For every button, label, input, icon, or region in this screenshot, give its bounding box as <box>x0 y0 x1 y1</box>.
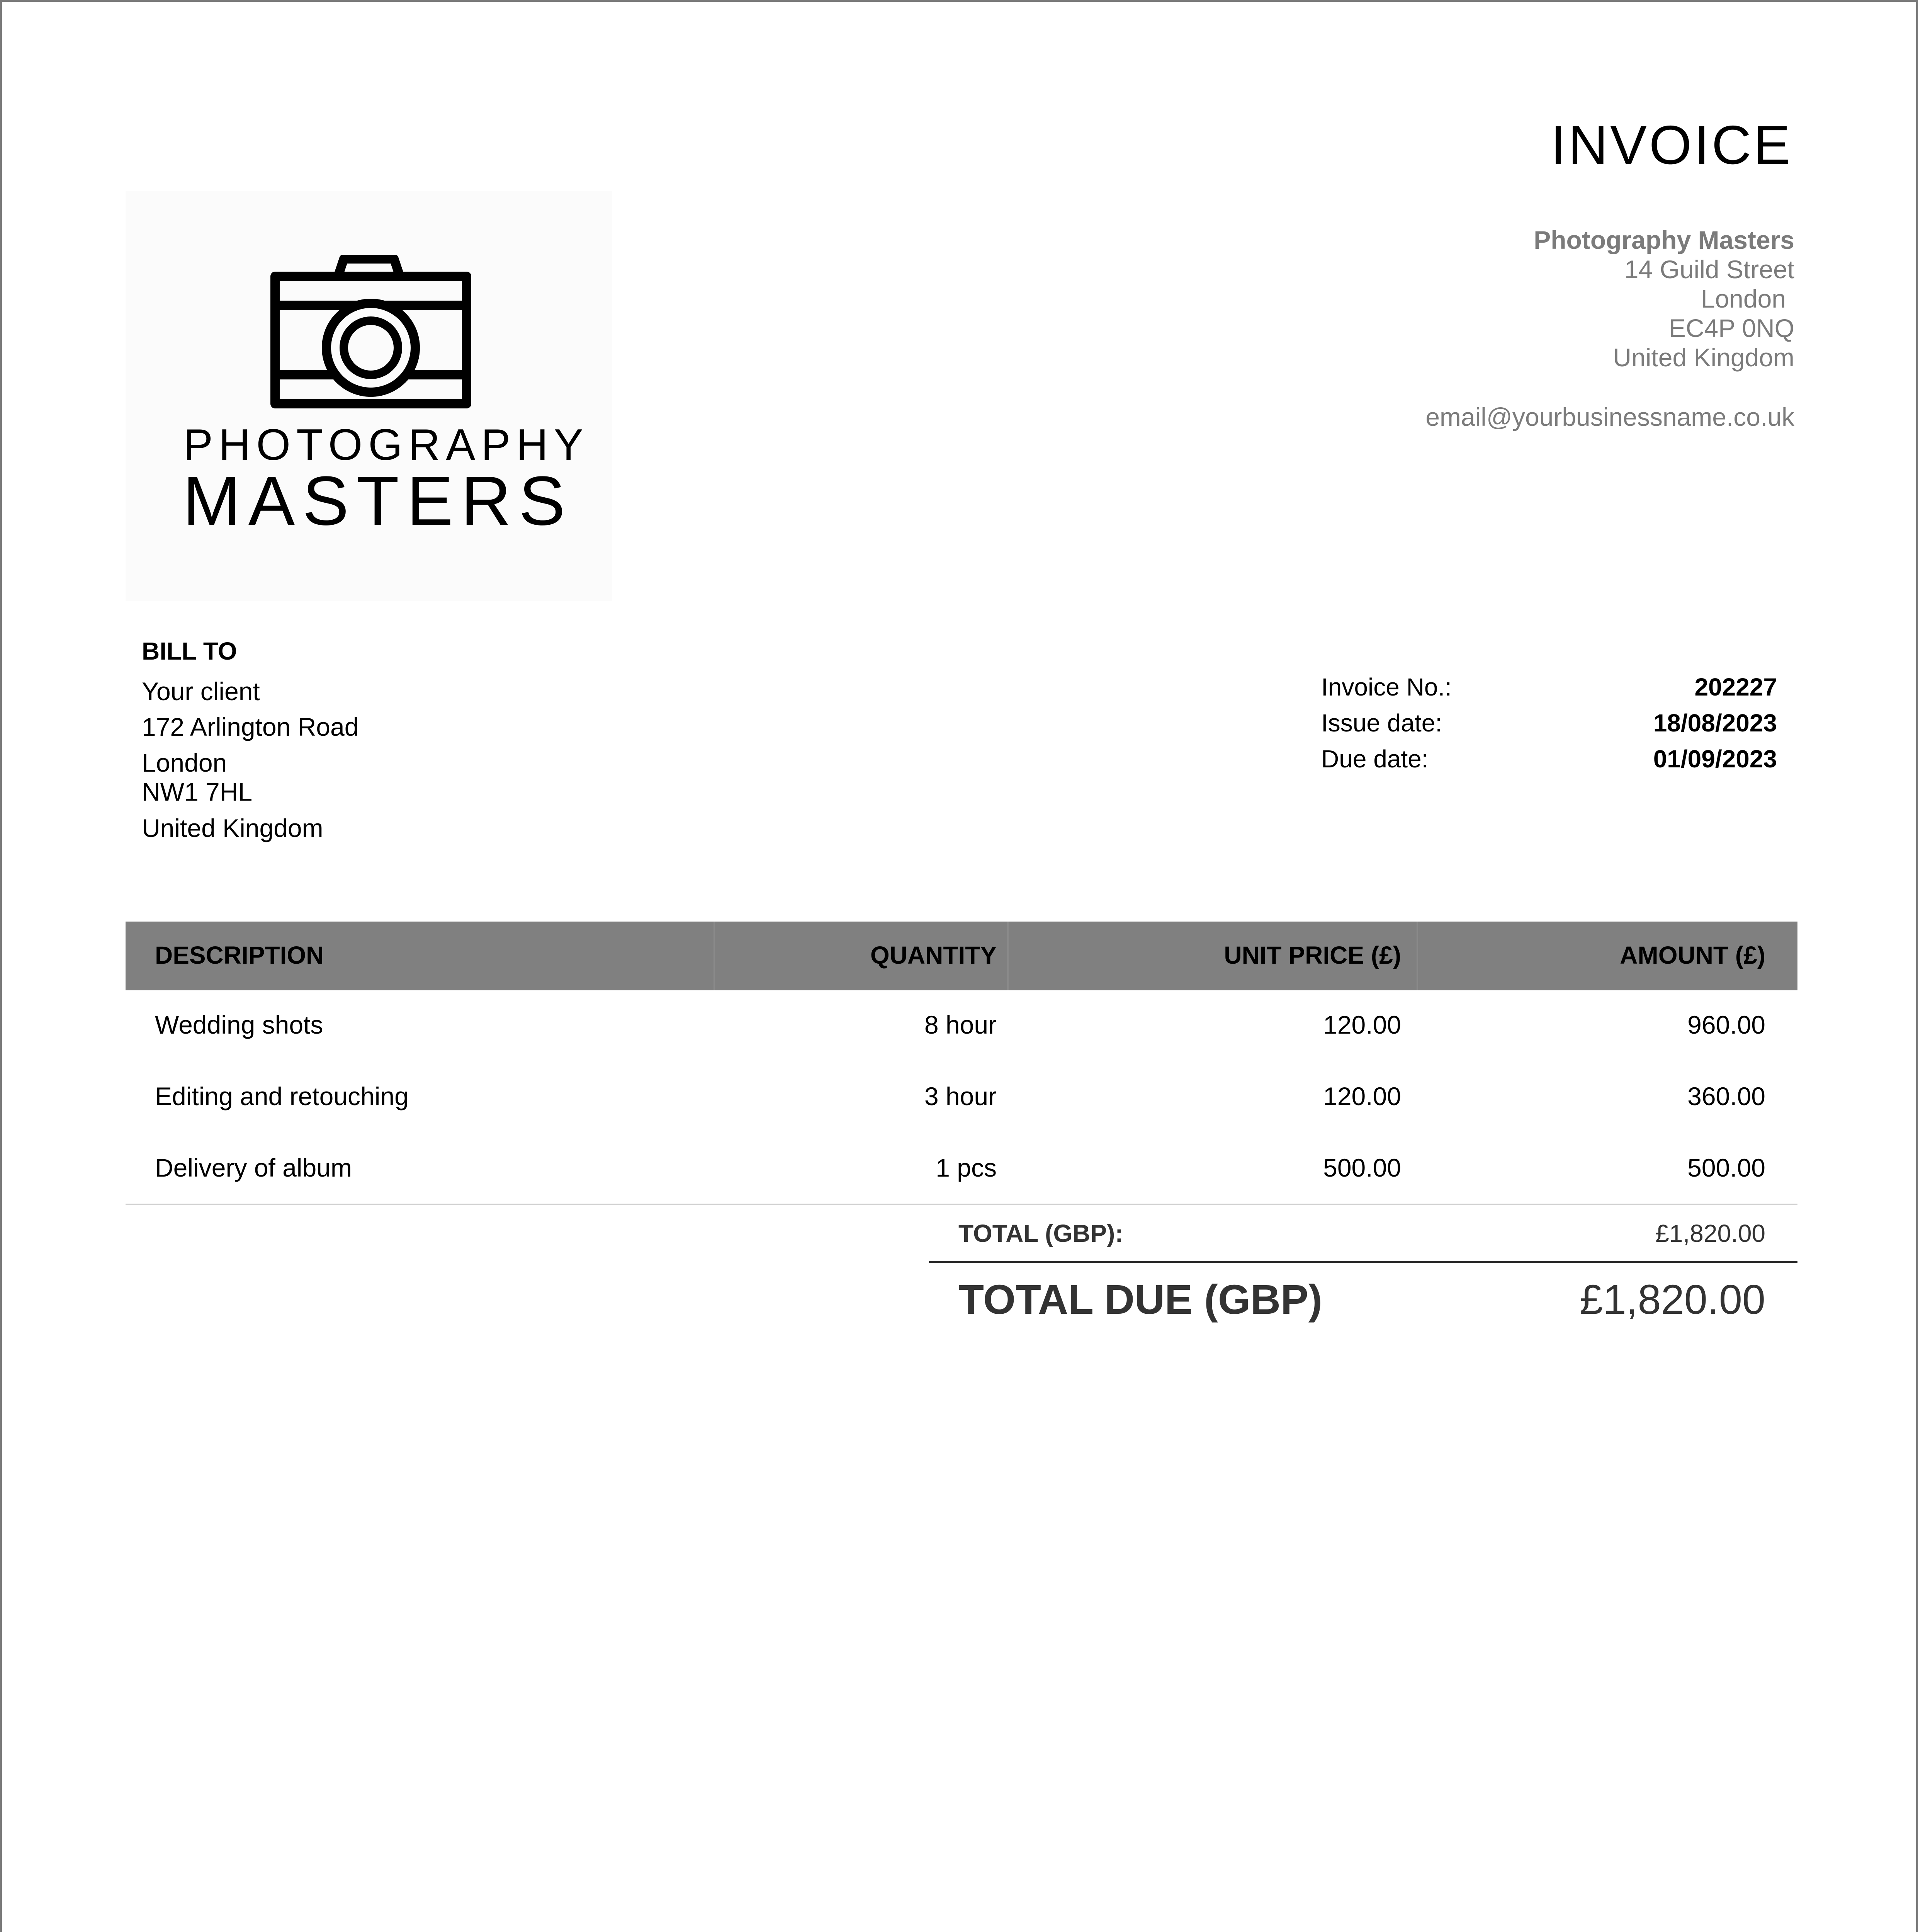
total-label: TOTAL (GBP): <box>958 1219 1123 1247</box>
item-description: Editing and retouching <box>155 1082 409 1111</box>
column-header-quantity: QUANTITY <box>870 941 997 969</box>
issue-date-label: Issue date: <box>1321 709 1442 737</box>
bill-to-country: United Kingdom <box>142 814 323 842</box>
item-quantity: 3 hour <box>924 1082 997 1111</box>
total-due-divider <box>929 1261 1797 1263</box>
item-amount: 960.00 <box>1687 1010 1765 1039</box>
header-divider <box>1417 922 1418 990</box>
item-quantity: 8 hour <box>924 1010 997 1039</box>
bill-to-label: BILL TO <box>142 637 237 665</box>
invoice-number-value: 202227 <box>1694 673 1777 701</box>
logo-text-masters: MASTERS <box>183 462 573 540</box>
business-email: email@yourbusinessname.co.uk <box>1425 403 1794 431</box>
logo-text-photography: PHOTOGRAPHY <box>183 420 589 469</box>
item-unit-price: 120.00 <box>1323 1082 1401 1111</box>
item-unit-price: 500.00 <box>1323 1153 1401 1182</box>
issue-date-value: 18/08/2023 <box>1653 709 1777 737</box>
business-name: Photography Masters <box>1534 226 1794 254</box>
invoice-title: INVOICE <box>1551 114 1792 176</box>
column-header-unit-price: UNIT PRICE (£) <box>1224 941 1401 969</box>
bill-to-street: 172 Arlington Road <box>142 713 359 741</box>
business-country: United Kingdom <box>1613 343 1794 372</box>
item-description: Wedding shots <box>155 1010 323 1039</box>
item-amount: 500.00 <box>1687 1153 1765 1182</box>
column-header-amount: AMOUNT (£) <box>1620 941 1765 969</box>
due-date-label: Due date: <box>1321 745 1429 773</box>
item-quantity: 1 pcs <box>936 1153 997 1182</box>
total-due-value: £1,820.00 <box>1580 1276 1765 1323</box>
due-date-value: 01/09/2023 <box>1653 745 1777 773</box>
camera-icon <box>270 255 471 410</box>
bill-to-client: Your client <box>142 677 260 706</box>
header-divider <box>1007 922 1009 990</box>
item-unit-price: 120.00 <box>1323 1010 1401 1039</box>
business-city: London <box>1701 284 1786 313</box>
item-description: Delivery of album <box>155 1153 352 1182</box>
business-street: 14 Guild Street <box>1624 255 1794 284</box>
total-value: £1,820.00 <box>1655 1219 1765 1247</box>
column-header-description: DESCRIPTION <box>155 941 324 969</box>
table-divider <box>126 1204 1797 1205</box>
bill-to-postcode: NW1 7HL <box>142 777 253 806</box>
total-due-label: TOTAL DUE (GBP) <box>958 1276 1322 1323</box>
invoice-number-label: Invoice No.: <box>1321 673 1452 701</box>
business-address <box>1215 225 1794 372</box>
item-amount: 360.00 <box>1687 1082 1765 1111</box>
bill-to-city: London <box>142 748 227 777</box>
header-divider <box>714 922 715 990</box>
business-postcode: EC4P 0NQ <box>1668 314 1794 342</box>
business-logo <box>126 191 612 601</box>
